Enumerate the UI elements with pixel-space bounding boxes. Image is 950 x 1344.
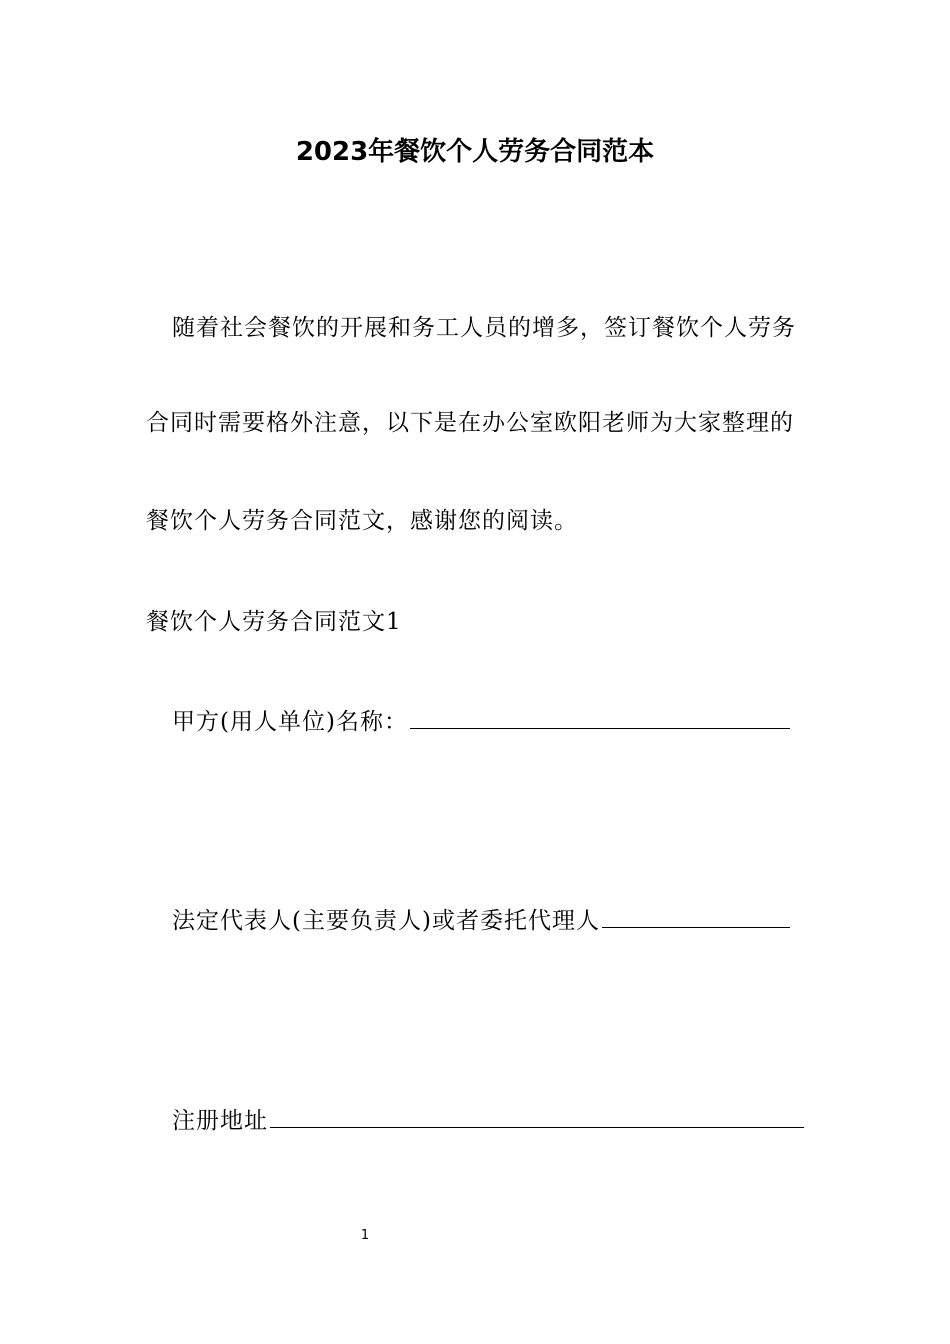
page-number: 1: [360, 1228, 370, 1243]
field-legal-representative: [172, 903, 790, 939]
intro-line-2: 合同时需要格外注意，以下是在办公室欧阳老师为大家整理的: [146, 410, 794, 436]
field-legal-representative-label: 法定代表人(主要负责人)或者委托代理人: [172, 908, 600, 934]
field-registered-address-label: 注册地址: [172, 1108, 268, 1134]
field-employer-name: [172, 704, 790, 740]
field-employer-name-label: 甲方(用人单位)名称：: [172, 709, 408, 735]
document-title: 2023年餐饮个人劳务合同范本: [295, 137, 655, 167]
field-legal-representative-blank: [602, 909, 790, 928]
intro-line-3: 餐饮个人劳务合同范文，感谢您的阅读。: [146, 508, 578, 534]
section-heading: 餐饮个人劳务合同范文1: [146, 609, 402, 635]
intro-line-1: 随着社会餐饮的开展和务工人员的增多，签订餐饮个人劳务: [172, 315, 796, 341]
field-employer-name-blank: [410, 710, 790, 729]
field-registered-address-blank: [270, 1109, 804, 1128]
field-registered-address: [172, 1103, 804, 1139]
